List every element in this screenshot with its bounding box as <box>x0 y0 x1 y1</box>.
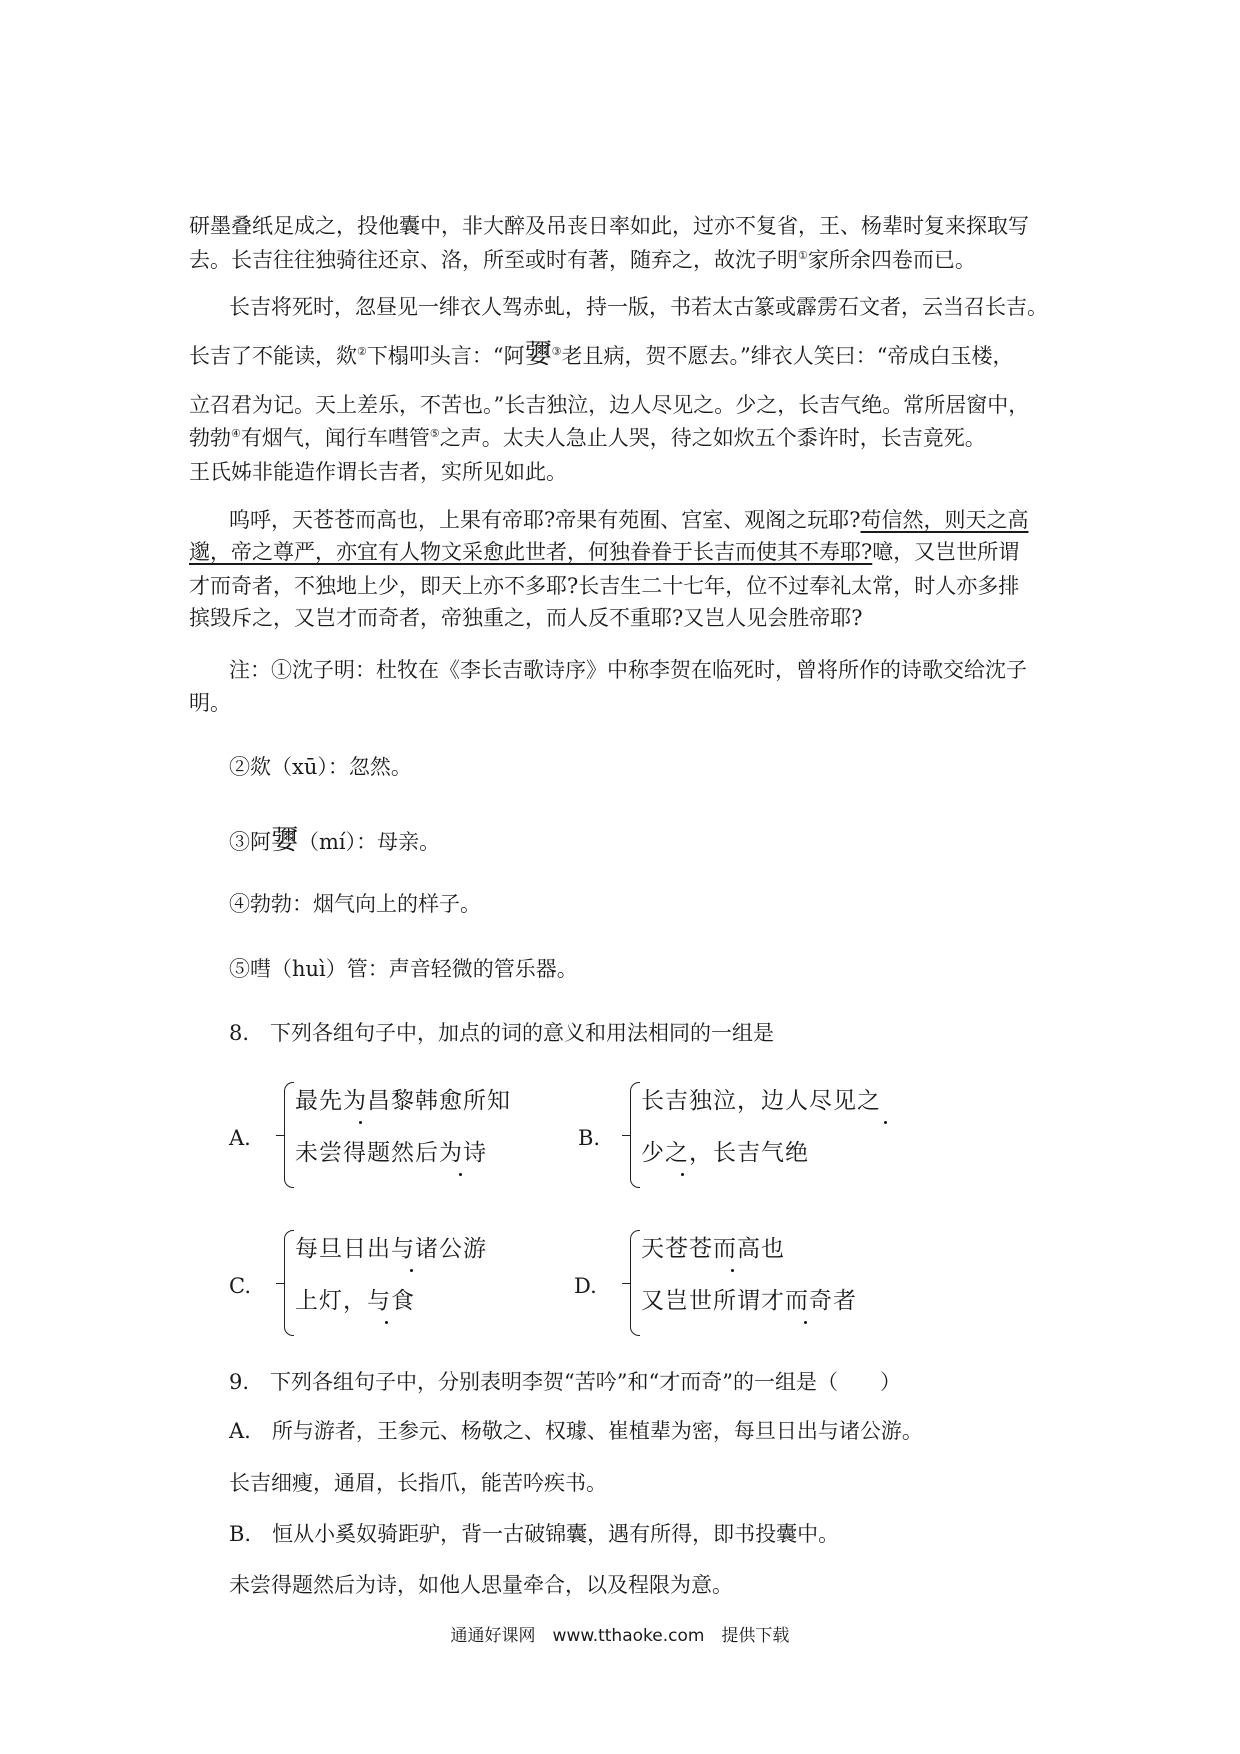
question-8-stem: 8. 下列各组句子中，加点的词的意义和用法相同的一组是 <box>229 1021 775 1045</box>
option-c-label: C. <box>229 1274 251 1298</box>
text-span: 去。长吉往往独骑往还京、洛，所至或时有著，随弃之，故沈子明 <box>189 248 798 272</box>
brace-icon <box>284 1230 294 1336</box>
passage-line: 研墨叠纸足成之，投他囊中，非大醉及吊丧日率如此，过亦不复省，王、杨辈时复来探取写 <box>189 214 1029 238</box>
passage-line <box>229 506 1029 534</box>
note-marker: ① <box>798 249 808 262</box>
text-span: 之声。太夫人急止人哭，待之如炊五个黍许时，长吉竟死。 <box>439 426 986 450</box>
option-a-line-1: 最先为昌黎韩愈所知 <box>295 1088 511 1114</box>
question-9-option-a-line-2: 长吉细瘦，通眉，长指爪，能苦吟疾书。 <box>229 1471 607 1495</box>
text-span: 有烟气，闻行车嘒管 <box>240 426 430 450</box>
text-span: 长吉了不能读，欻 <box>189 344 357 368</box>
emphasis-dot <box>804 1321 807 1324</box>
emphasis-dot <box>731 1269 734 1272</box>
option-b-line-2: 少之，长吉气绝 <box>641 1140 809 1166</box>
passage-line: 立召君为记。天上差乐，不苦也。”长吉独泣，边人尽见之。少之，长吉气绝。常所居窗中， <box>189 393 1030 417</box>
option-b-label: B. <box>578 1126 601 1150</box>
note-line <box>229 827 440 856</box>
brace-icon <box>630 1082 640 1188</box>
passage-line: 摈毁斥之，又岂才而奇者，帝独重之，而人反不重耶?又岂人见会胜帝耶? <box>189 606 863 630</box>
text-span: 勃勃 <box>189 426 231 450</box>
underlined-text: 邈，帝之尊严，亦宜有人物文采愈此世者，何独眷眷于长吉而使其不寿耶? <box>189 540 873 564</box>
note-line: 明。 <box>189 691 231 715</box>
brace-icon <box>284 1082 294 1188</box>
option-a-label: A. <box>229 1126 251 1150</box>
footer-text: 通通好课网 www.tthaoke.com 提供下载 <box>450 1626 790 1646</box>
passage-line <box>189 246 976 274</box>
note-marker: ③ <box>551 345 562 358</box>
question-9-option-b: B. 恒从小奚奴骑距驴，背一古破锦囊，遇有所得，即书投囊中。 <box>229 1522 840 1546</box>
text-span: 下榻叩头言：“阿 <box>366 344 525 368</box>
rare-character: 㜷 <box>524 339 552 370</box>
rare-character: 㜷 <box>271 825 298 856</box>
question-9-option-b-line-2: 未尝得题然后为诗，如他人思量牵合，以及程限为意。 <box>229 1573 733 1597</box>
emphasis-dot <box>681 1173 684 1176</box>
option-b-line-1: 长吉独泣，边人尽见之 <box>641 1088 881 1114</box>
option-c-line-1: 每旦日出与诸公游 <box>295 1236 487 1262</box>
passage-line: 才而奇者，不独地上少，即天上亦不多耶?长吉生二十七年，位不过奉礼太常，时人亦多排 <box>189 574 1020 598</box>
question-9-stem: 9. 下列各组句子中，分别表明李贺“苦吟”和“才而奇”的一组是（ ） <box>229 1370 901 1394</box>
text-span: ③阿 <box>229 830 271 854</box>
note-marker: ④ <box>231 427 241 440</box>
emphasis-dot <box>385 1321 388 1324</box>
option-d-line-2: 又岂世所谓才而奇者 <box>641 1288 857 1314</box>
option-a-line-2: 未尝得题然后为诗 <box>295 1140 487 1166</box>
note-marker: ② <box>357 345 367 358</box>
note-line: ②欻（xū）：忽然。 <box>229 755 412 779</box>
brace-icon <box>630 1230 640 1336</box>
text-span: 噫，又岂世所谓 <box>872 540 1020 564</box>
passage-line <box>189 538 1019 566</box>
text-span: 呜呼，天苍苍而高也，上果有帝耶?帝果有苑囿、宫室、观阁之玩耶? <box>229 508 861 532</box>
note-line: 注：①沈子明：杜牧在《李长吉歌诗序》中称李贺在临死时，曾将所作的诗歌交给沈子 <box>229 658 1027 682</box>
passage-line <box>189 341 1013 370</box>
passage-line <box>189 424 986 452</box>
note-marker: ⑤ <box>429 427 440 440</box>
note-line: ⑤嘒（huì）管：声音轻微的管乐器。 <box>229 957 578 981</box>
text-span: 家所余四卷而已。 <box>807 248 976 272</box>
option-d-line-1: 天苍苍而高也 <box>641 1236 785 1262</box>
emphasis-dot <box>359 1121 362 1124</box>
text-span: 老且病，贺不愿去。”绯衣人笑曰：“帝成白玉楼， <box>561 344 1014 368</box>
question-9-option-a: A. 所与游者，王参元、杨敬之、权璩、崔植辈为密，每旦日出与诸公游。 <box>229 1419 923 1443</box>
text-span: （mí）：母亲。 <box>298 830 441 854</box>
option-c-line-2: 上灯，与食 <box>295 1288 415 1314</box>
underlined-text: 苟信然，则天之高 <box>860 508 1029 532</box>
emphasis-dot <box>884 1121 887 1124</box>
passage-line: 长吉将死时，忽昼见一绯衣人驾赤虬，持一版，书若太古篆或霹雳石文者，云当召长吉。 <box>229 295 1048 319</box>
passage-line: 王氏姊非能造作谓长吉者，实所见如此。 <box>189 460 567 484</box>
emphasis-dot <box>459 1173 462 1176</box>
option-d-label: D. <box>574 1274 597 1298</box>
note-line: ④勃勃：烟气向上的样子。 <box>229 892 481 916</box>
emphasis-dot <box>410 1269 413 1272</box>
